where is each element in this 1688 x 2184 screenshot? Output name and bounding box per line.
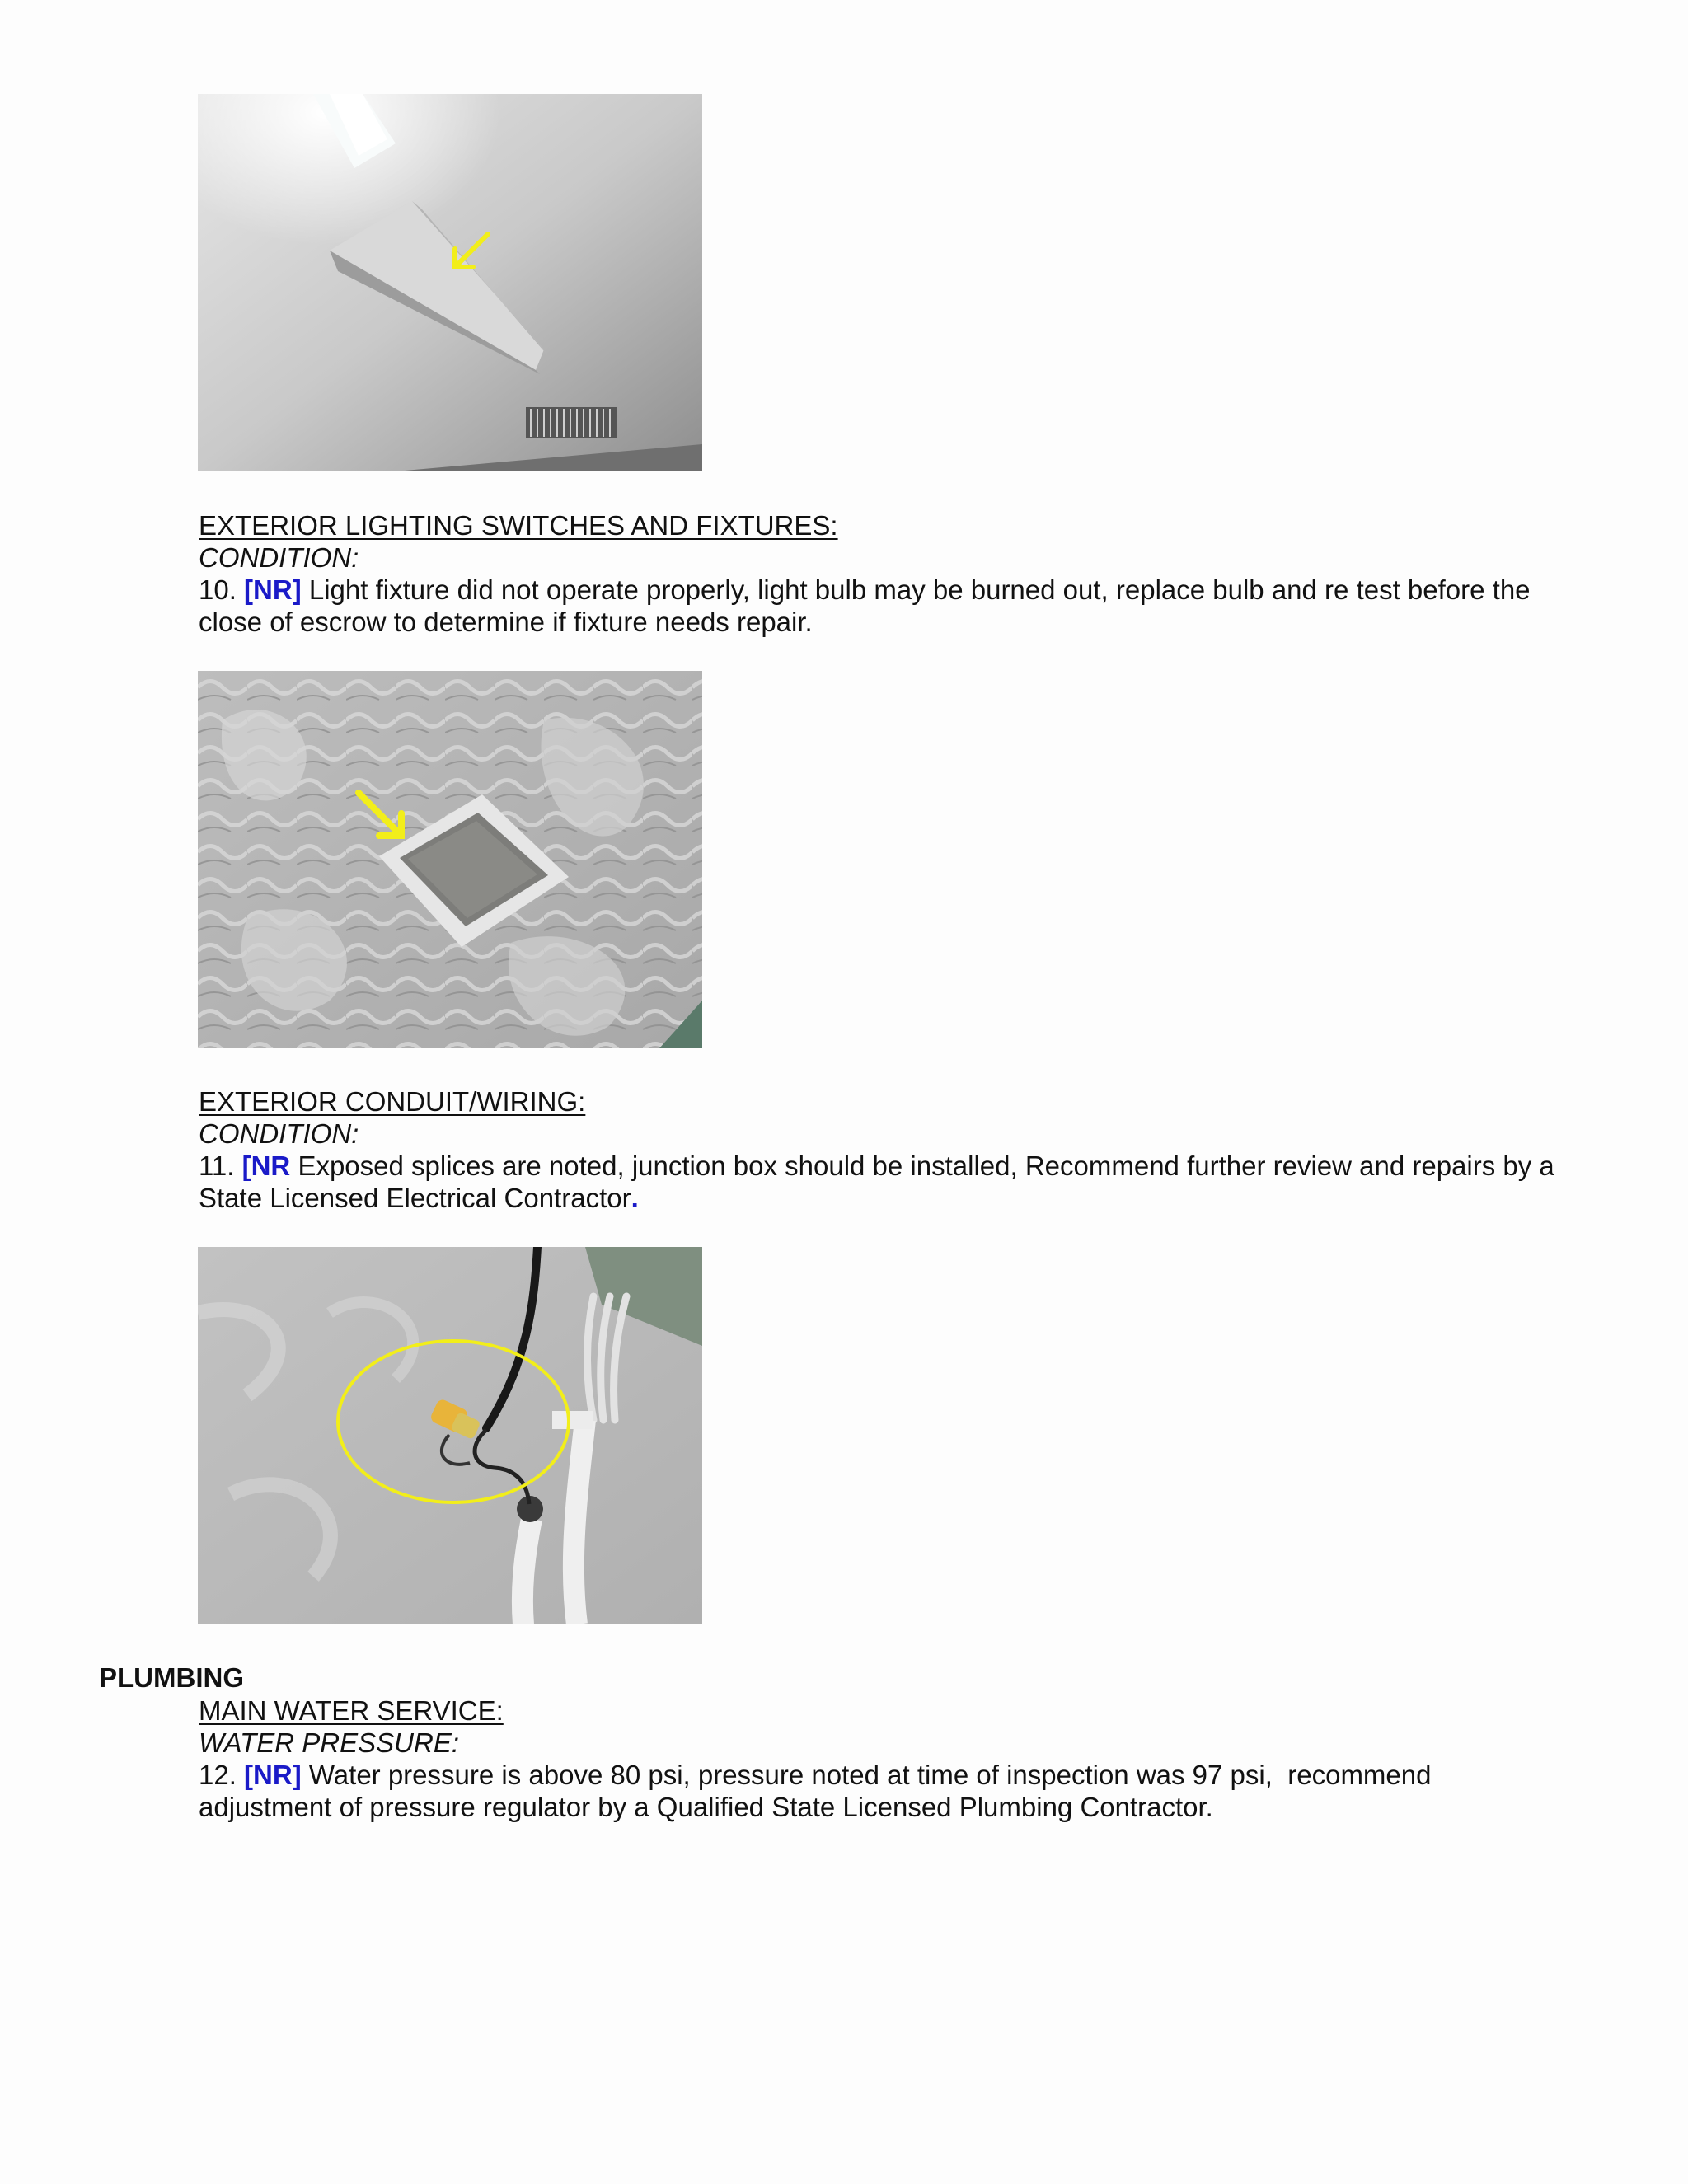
conduit-condition-label: CONDITION: (199, 1118, 359, 1149)
item-text: Exposed splices are noted, junction box should be installed, Recommend further review and repairs by a (298, 1151, 1554, 1181)
nr-tag: [NR] (244, 1760, 302, 1790)
nr-tag: [NR] (244, 574, 302, 605)
ceiling-fixture-image (198, 94, 702, 471)
conduit-item-line1 (199, 1150, 1554, 1182)
lighting-item-line2: close of escrow to determine if fixture needs repair. (199, 607, 813, 637)
plumbing-heading: MAIN WATER SERVICE: (199, 1695, 504, 1726)
plumbing-item-line1 (199, 1759, 1431, 1791)
plumbing-item-line2: adjustment of pressure regulator by a Qualified State Licensed Plumbing Contractor. (199, 1792, 1213, 1822)
plumbing-section-title: PLUMBING (99, 1662, 244, 1693)
water-pressure-label: WATER PRESSURE: (199, 1727, 459, 1758)
recessed-light-image (198, 671, 702, 1048)
lighting-condition-label: CONDITION: (199, 542, 359, 573)
conduit-item-line2 (199, 1182, 639, 1214)
item-number: 11. (199, 1151, 235, 1181)
exposed-splices-image (198, 1247, 702, 1624)
item-number: 10. (199, 574, 237, 605)
lighting-heading: EXTERIOR LIGHTING SWITCHES AND FIXTURES: (199, 510, 838, 541)
photo-exposed-splices (198, 1247, 702, 1624)
nr-tag: [NR (241, 1151, 291, 1181)
item-period: . (631, 1183, 639, 1213)
item-text: Light fixture did not operate properly, light bulb may be burned out, replace bulb and re test before the (308, 574, 1531, 605)
item-number: 12. (199, 1760, 237, 1790)
photo-recessed-light (198, 671, 702, 1048)
lighting-item-line1 (199, 574, 1531, 606)
conduit-heading: EXTERIOR CONDUIT/WIRING: (199, 1086, 586, 1117)
photo-ceiling-fixture (198, 94, 702, 471)
item-text: State Licensed Electrical Contractor (199, 1183, 631, 1213)
item-text: Water pressure is above 80 psi, pressure noted at time of inspection was 97 psi, recommend (308, 1760, 1432, 1790)
